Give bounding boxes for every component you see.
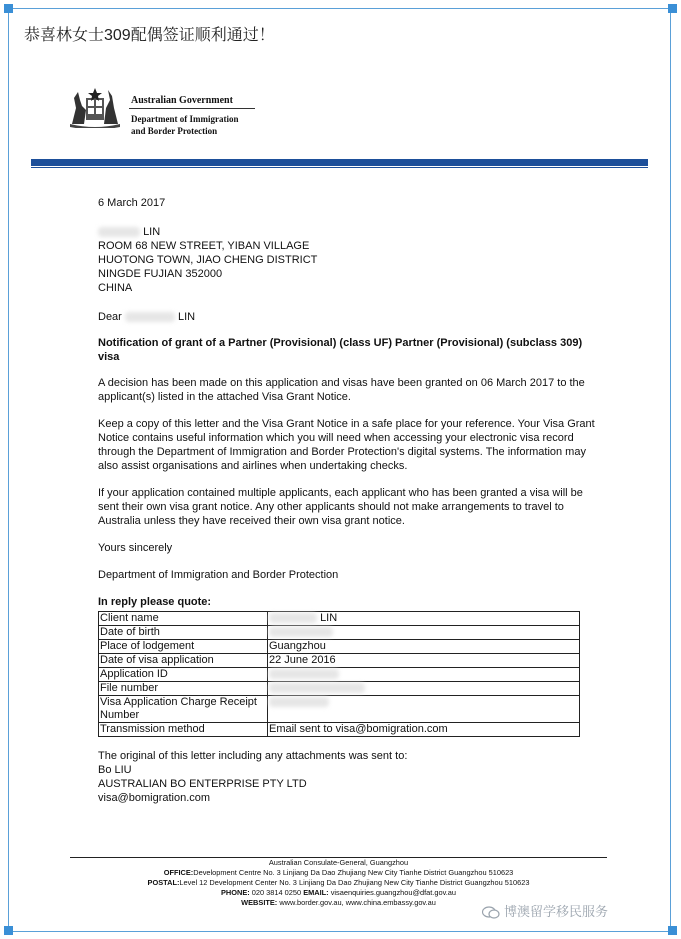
table-row [99, 723, 580, 737]
table-label: Client name [99, 612, 268, 626]
letter-paragraph: A decision has been made on this application and visas have been granted on 06 March 2017 to the applicant(s) listed in the attached Visa Grant Notice. [98, 377, 585, 403]
redacted-value [269, 669, 339, 679]
redacted-value [269, 613, 317, 623]
watermark-text: 博澳留学移民服务 [504, 904, 609, 919]
contact-line [70, 888, 607, 898]
table-label: Visa Application Charge Receipt Number [99, 696, 268, 723]
frame-corner-marker [4, 4, 13, 13]
department-line-2: and Border Protection [131, 126, 218, 136]
table-row [99, 696, 580, 723]
address-line: CHINA [98, 282, 133, 294]
original-sent-line: AUSTRALIAN BO ENTERPRISE PTY LTD [98, 778, 307, 790]
table-value [268, 682, 580, 696]
address-line: ROOM 68 NEW STREET, YIBAN VILLAGE [98, 240, 310, 252]
table-label: File number [99, 682, 268, 696]
salutation-name: LIN [177, 311, 196, 323]
frame-corner-marker [4, 926, 13, 935]
letter-paragraph: If your application contained multiple applicants, each applicant who has been granted a visa will be sent their own visa grant notice. Any other applicants should not make arrangements to travel to Australia unless they have received their own visa grant notice. [98, 487, 583, 527]
recipient-name [98, 225, 598, 239]
phone-value: 020 3814 0250 [251, 888, 302, 897]
table-value [268, 626, 580, 640]
table-value [268, 668, 580, 682]
redacted-given-name [125, 312, 175, 322]
table-label: Date of birth [99, 626, 268, 640]
table-label: Place of lodgement [99, 640, 268, 654]
table-label: Application ID [99, 668, 268, 682]
signoff: Yours sincerely [98, 542, 173, 554]
redacted-value [269, 683, 365, 693]
table-row [99, 626, 580, 640]
table-label: Transmission method [99, 723, 268, 737]
letterhead-bar-line [31, 167, 648, 168]
office-label: OFFICE: [163, 868, 194, 877]
table-value [268, 696, 580, 723]
table-row [99, 612, 580, 626]
email-value: visaenquiries.guangzhou@dfat.gov.au [330, 888, 456, 897]
table-row [99, 682, 580, 696]
table-row [99, 640, 580, 654]
client-surname: LIN [320, 612, 338, 624]
redacted-given-name [98, 227, 140, 237]
table-row [99, 654, 580, 668]
table-label: Date of visa application [99, 654, 268, 668]
table-value: 22 June 2016 [268, 654, 580, 668]
frame-corner-marker [668, 4, 677, 13]
original-sent-line: Bo LIU [98, 764, 132, 776]
reply-quote-heading: In reply please quote: [98, 596, 212, 608]
reference-table [98, 611, 580, 737]
recipient-surname: LIN [143, 226, 161, 238]
redacted-value [269, 627, 333, 637]
salutation-word: Dear [98, 311, 122, 323]
office-address [70, 868, 607, 878]
email-label: EMAIL: [303, 888, 329, 897]
chat-bubble-icon [482, 906, 500, 919]
watermark [482, 901, 608, 920]
recipient-address [98, 225, 598, 295]
letterhead-divider [129, 108, 255, 109]
letter-date: 6 March 2017 [98, 197, 166, 209]
postal-label: POSTAL: [147, 878, 180, 887]
consulate-name: Australian Consulate-General, Guangzhou [268, 858, 409, 867]
department-line-1: Department of Immigration [131, 114, 239, 124]
coat-of-arms-icon [68, 86, 122, 128]
office-value: Development Centre No. 3 Linjiang Da Dao Zhujiang New City Tianhe District Guangzhou 510623 [193, 868, 514, 877]
department-name [131, 113, 238, 137]
letter-body [98, 196, 598, 805]
letter-subject: Notification of grant of a Partner (Provisional) (class UF) Partner (Provisional) (subclass 309) visa [98, 337, 583, 363]
address-line: NINGDE FUJIAN 352000 [98, 268, 223, 280]
phone-label: PHONE: [220, 888, 250, 897]
post-headline: 恭喜林女士309配偶签证顺利通过！ [24, 27, 275, 44]
website-label: WEBSITE: [241, 898, 278, 907]
letterhead-bar [31, 159, 648, 166]
letter-paragraph: Keep a copy of this letter and the Visa Grant Notice in a safe place for your reference. Your Visa Grant Notice contains useful information which you will need when accessing your electronic visa record through the Department of Immigration and Border Protection's digital systems. The information may also assist organisations and airlines when undertaking checks. [98, 418, 595, 472]
redacted-value [269, 697, 329, 707]
table-value [268, 612, 580, 626]
website-value: www.border.gov.au, www.china.embassy.gov.au [279, 898, 436, 907]
postal-address [70, 878, 607, 888]
table-value: Guangzhou [268, 640, 580, 654]
postal-value: Level 12 Development Center No. 3 Linjiang Da Dao Zhujiang New City Tianhe District Guangzhou 510623 [179, 878, 530, 887]
frame-corner-marker [668, 926, 677, 935]
table-value: Email sent to visa@bomigration.com [268, 723, 580, 737]
original-sent-intro: The original of this letter including any attachments was sent to: [98, 750, 408, 762]
original-sent-line: visa@bomigration.com [98, 792, 211, 804]
address-line: HUOTONG TOWN, JIAO CHENG DISTRICT [98, 254, 318, 266]
table-row [99, 668, 580, 682]
salutation [98, 310, 598, 324]
signature-department: Department of Immigration and Border Protection [98, 569, 339, 581]
government-name: Australian Government [131, 95, 233, 106]
